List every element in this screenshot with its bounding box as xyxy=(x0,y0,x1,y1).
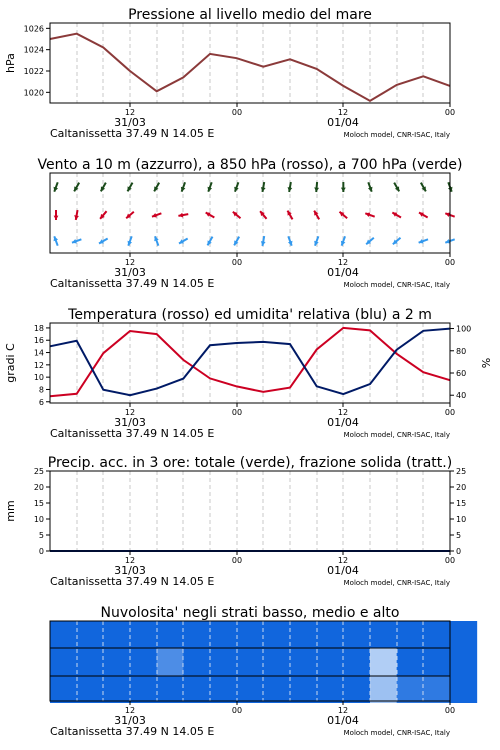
x-tick-label: 00 xyxy=(444,706,456,715)
model-credit: Moloch model, CNR-ISAC, Italy xyxy=(343,729,450,737)
model-credit: Moloch model, CNR-ISAC, Italy xyxy=(343,281,450,289)
cloud-cell xyxy=(370,648,397,676)
x-tick-label: 00 xyxy=(231,258,243,267)
cloud-cell xyxy=(130,648,157,676)
cloud-cell xyxy=(450,676,477,703)
y-tick-label-right: 20 xyxy=(456,483,467,492)
precip-panel xyxy=(4,455,466,588)
cloud-cell xyxy=(263,621,290,648)
location-label: Caltanissetta 37.49 N 14.05 E xyxy=(50,127,215,140)
y-tick-label: 18 xyxy=(33,323,44,333)
location-label: Caltanissetta 37.49 N 14.05 E xyxy=(50,575,215,588)
cloud-cell xyxy=(290,676,317,703)
cloud-cell xyxy=(50,676,77,703)
y-tick-label-right: 100 xyxy=(456,324,472,334)
wind-arrow xyxy=(314,182,319,192)
x-date-label: 01/04 xyxy=(327,714,359,727)
y-tick-label-right: 80 xyxy=(456,346,467,356)
y-tick-label-right: 10 xyxy=(456,515,467,524)
pressure-panel xyxy=(4,7,455,140)
cloud-cell xyxy=(290,621,317,648)
x-tick-label: 00 xyxy=(231,556,243,565)
wind-arrow xyxy=(261,236,266,246)
y-tick-label: 20 xyxy=(33,483,44,492)
cloud-cell xyxy=(423,676,450,703)
cloud-cell xyxy=(370,676,397,703)
location-label: Caltanissetta 37.49 N 14.05 E xyxy=(50,277,215,290)
cloud-cell xyxy=(77,621,104,648)
y-tick-label-right: 0 xyxy=(456,547,462,556)
cloud-cell xyxy=(50,621,77,648)
x-tick-label: 00 xyxy=(444,108,456,117)
wind-arrow xyxy=(234,182,239,191)
y-tick-label: 1024 xyxy=(23,45,44,55)
cloud-cell xyxy=(103,676,130,703)
cloud-cell xyxy=(237,676,264,703)
cloud-cell xyxy=(183,676,210,703)
x-date-label: 31/03 xyxy=(114,714,146,727)
cloud-cell xyxy=(130,621,157,648)
cloud-cell xyxy=(157,676,184,703)
cloud-cell xyxy=(317,621,344,648)
x-tick-label: 00 xyxy=(444,556,456,565)
cloud-cell xyxy=(397,648,424,676)
cloud-cell xyxy=(450,621,477,648)
pressure-ylabel: hPa xyxy=(4,53,17,73)
x-tick-label: 12 xyxy=(124,258,136,267)
pressure-title: Pressione al livello medio del mare xyxy=(128,7,372,23)
x-tick-label: 00 xyxy=(444,258,456,267)
cloud-cell xyxy=(183,648,210,676)
wind-title: Vento a 10 m (azzurro), a 850 hPa (rosso), a 700 hPa (verde) xyxy=(37,157,463,173)
wind-arrow xyxy=(314,236,319,245)
x-date-label: 31/03 xyxy=(114,564,146,577)
x-tick-label: 12 xyxy=(124,706,136,715)
x-tick-label: 12 xyxy=(124,556,136,565)
cloud-cell xyxy=(237,648,264,676)
cloud-cell xyxy=(210,648,237,676)
y-tick-label: 1026 xyxy=(23,24,44,34)
x-date-label: 31/03 xyxy=(114,266,146,279)
x-date-label: 31/03 xyxy=(114,116,146,129)
cloud-cell xyxy=(157,621,184,648)
y-tick-label: 1020 xyxy=(23,88,44,98)
cloud-cell xyxy=(50,648,77,676)
cloud-cell xyxy=(423,648,450,676)
cloud-cell xyxy=(343,621,370,648)
y-tick-label: 1022 xyxy=(23,67,44,76)
y-tick-label: 10 xyxy=(33,515,44,524)
temperature-line xyxy=(50,328,450,396)
y-tick-label-right: 40 xyxy=(456,391,467,401)
y-tick-label: 6 xyxy=(38,397,44,407)
x-tick-label: 12 xyxy=(337,108,349,117)
y-tick-label-right: 5 xyxy=(456,531,462,540)
x-date-label: 01/04 xyxy=(327,416,359,429)
x-tick-label: 12 xyxy=(337,408,349,417)
y-tick-label: 10 xyxy=(33,373,44,383)
y-tick-label: 25 xyxy=(33,467,44,476)
x-date-label: 01/04 xyxy=(327,116,359,129)
x-tick-label: 00 xyxy=(231,108,243,117)
cloud-cell xyxy=(103,648,130,676)
x-tick-label: 00 xyxy=(231,706,243,715)
y-tick-label: 5 xyxy=(38,531,44,540)
temp-rh-panel xyxy=(4,307,493,440)
cloud-cell xyxy=(397,676,424,703)
cloud-cell xyxy=(157,648,184,676)
cloud-cell xyxy=(290,648,317,676)
wind-arrow xyxy=(154,236,159,245)
x-tick-label: 00 xyxy=(231,408,243,417)
cloud-cell xyxy=(317,648,344,676)
y-tick-label: 12 xyxy=(33,360,44,370)
cloud-cell xyxy=(77,648,104,676)
cloud-panel xyxy=(50,605,477,738)
wind-arrow xyxy=(54,182,59,191)
cloud-cell xyxy=(103,621,130,648)
x-date-label: 31/03 xyxy=(114,416,146,429)
wind-arrow-head xyxy=(54,216,59,220)
location-label: Caltanissetta 37.49 N 14.05 E xyxy=(50,725,215,738)
cloud-cell xyxy=(317,676,344,703)
y-tick-label: 16 xyxy=(33,336,44,346)
wind-arrow xyxy=(288,182,293,192)
y-tick-label: 14 xyxy=(33,348,44,358)
cloud-cell xyxy=(237,621,264,648)
temp-rh-title: Temperatura (rosso) ed umidita' relativa (blu) a 2 m xyxy=(68,307,432,323)
temp-ylabel: gradi C xyxy=(4,343,17,383)
model-credit: Moloch model, CNR-ISAC, Italy xyxy=(343,431,450,439)
cloud-cell xyxy=(343,676,370,703)
cloud-cell xyxy=(130,676,157,703)
humidity-line xyxy=(50,329,450,396)
wind-arrow xyxy=(74,210,79,220)
location-label: Caltanissetta 37.49 N 14.05 E xyxy=(50,427,215,440)
cloud-cell xyxy=(263,648,290,676)
precip-ylabel: mm xyxy=(4,500,17,522)
x-tick-label: 12 xyxy=(124,108,136,117)
cloud-cell xyxy=(210,676,237,703)
pressure-line xyxy=(50,34,450,101)
x-date-label: 01/04 xyxy=(327,564,359,577)
model-credit: Moloch model, CNR-ISAC, Italy xyxy=(343,579,450,587)
wind-arrow xyxy=(261,182,266,192)
wind-arrow-head xyxy=(341,188,346,192)
wind-arrow-head xyxy=(314,187,319,192)
wind-arrow xyxy=(341,182,346,192)
wind-arrow xyxy=(54,210,59,220)
precip-title: Precip. acc. in 3 ore: totale (verde), frazione solida (tratt.) xyxy=(47,455,453,471)
cloud-cell xyxy=(450,648,477,676)
cloud-cell xyxy=(210,621,237,648)
x-tick-label: 12 xyxy=(337,706,349,715)
x-tick-label: 00 xyxy=(444,408,456,417)
wind-arrow xyxy=(126,212,134,218)
plot-frame xyxy=(50,471,450,551)
cloud-title: Nuvolosita' negli strati basso, medio e alto xyxy=(100,605,400,621)
y-tick-label-right: 60 xyxy=(456,369,467,378)
cloud-cell xyxy=(397,621,424,648)
plot-frame xyxy=(50,173,450,253)
model-credit: Moloch model, CNR-ISAC, Italy xyxy=(343,131,450,139)
cloud-cell xyxy=(343,648,370,676)
cloud-cell xyxy=(423,621,450,648)
cloud-cell xyxy=(77,676,104,703)
y-tick-label: 15 xyxy=(33,499,44,508)
y-tick-label-right: 15 xyxy=(456,499,467,508)
y-tick-label: 0 xyxy=(38,547,44,556)
x-tick-label: 12 xyxy=(337,258,349,267)
x-tick-label: 12 xyxy=(124,408,136,417)
cloud-cell xyxy=(263,676,290,703)
wind-arrow xyxy=(54,236,59,245)
rh-ylabel: % xyxy=(480,357,493,369)
y-tick-label: 8 xyxy=(38,385,44,395)
wind-panel xyxy=(37,157,462,290)
cloud-cell xyxy=(183,621,210,648)
x-date-label: 01/04 xyxy=(327,266,359,279)
y-tick-label-right: 25 xyxy=(456,467,467,476)
cloud-cell xyxy=(370,621,397,648)
x-tick-label: 12 xyxy=(337,556,349,565)
